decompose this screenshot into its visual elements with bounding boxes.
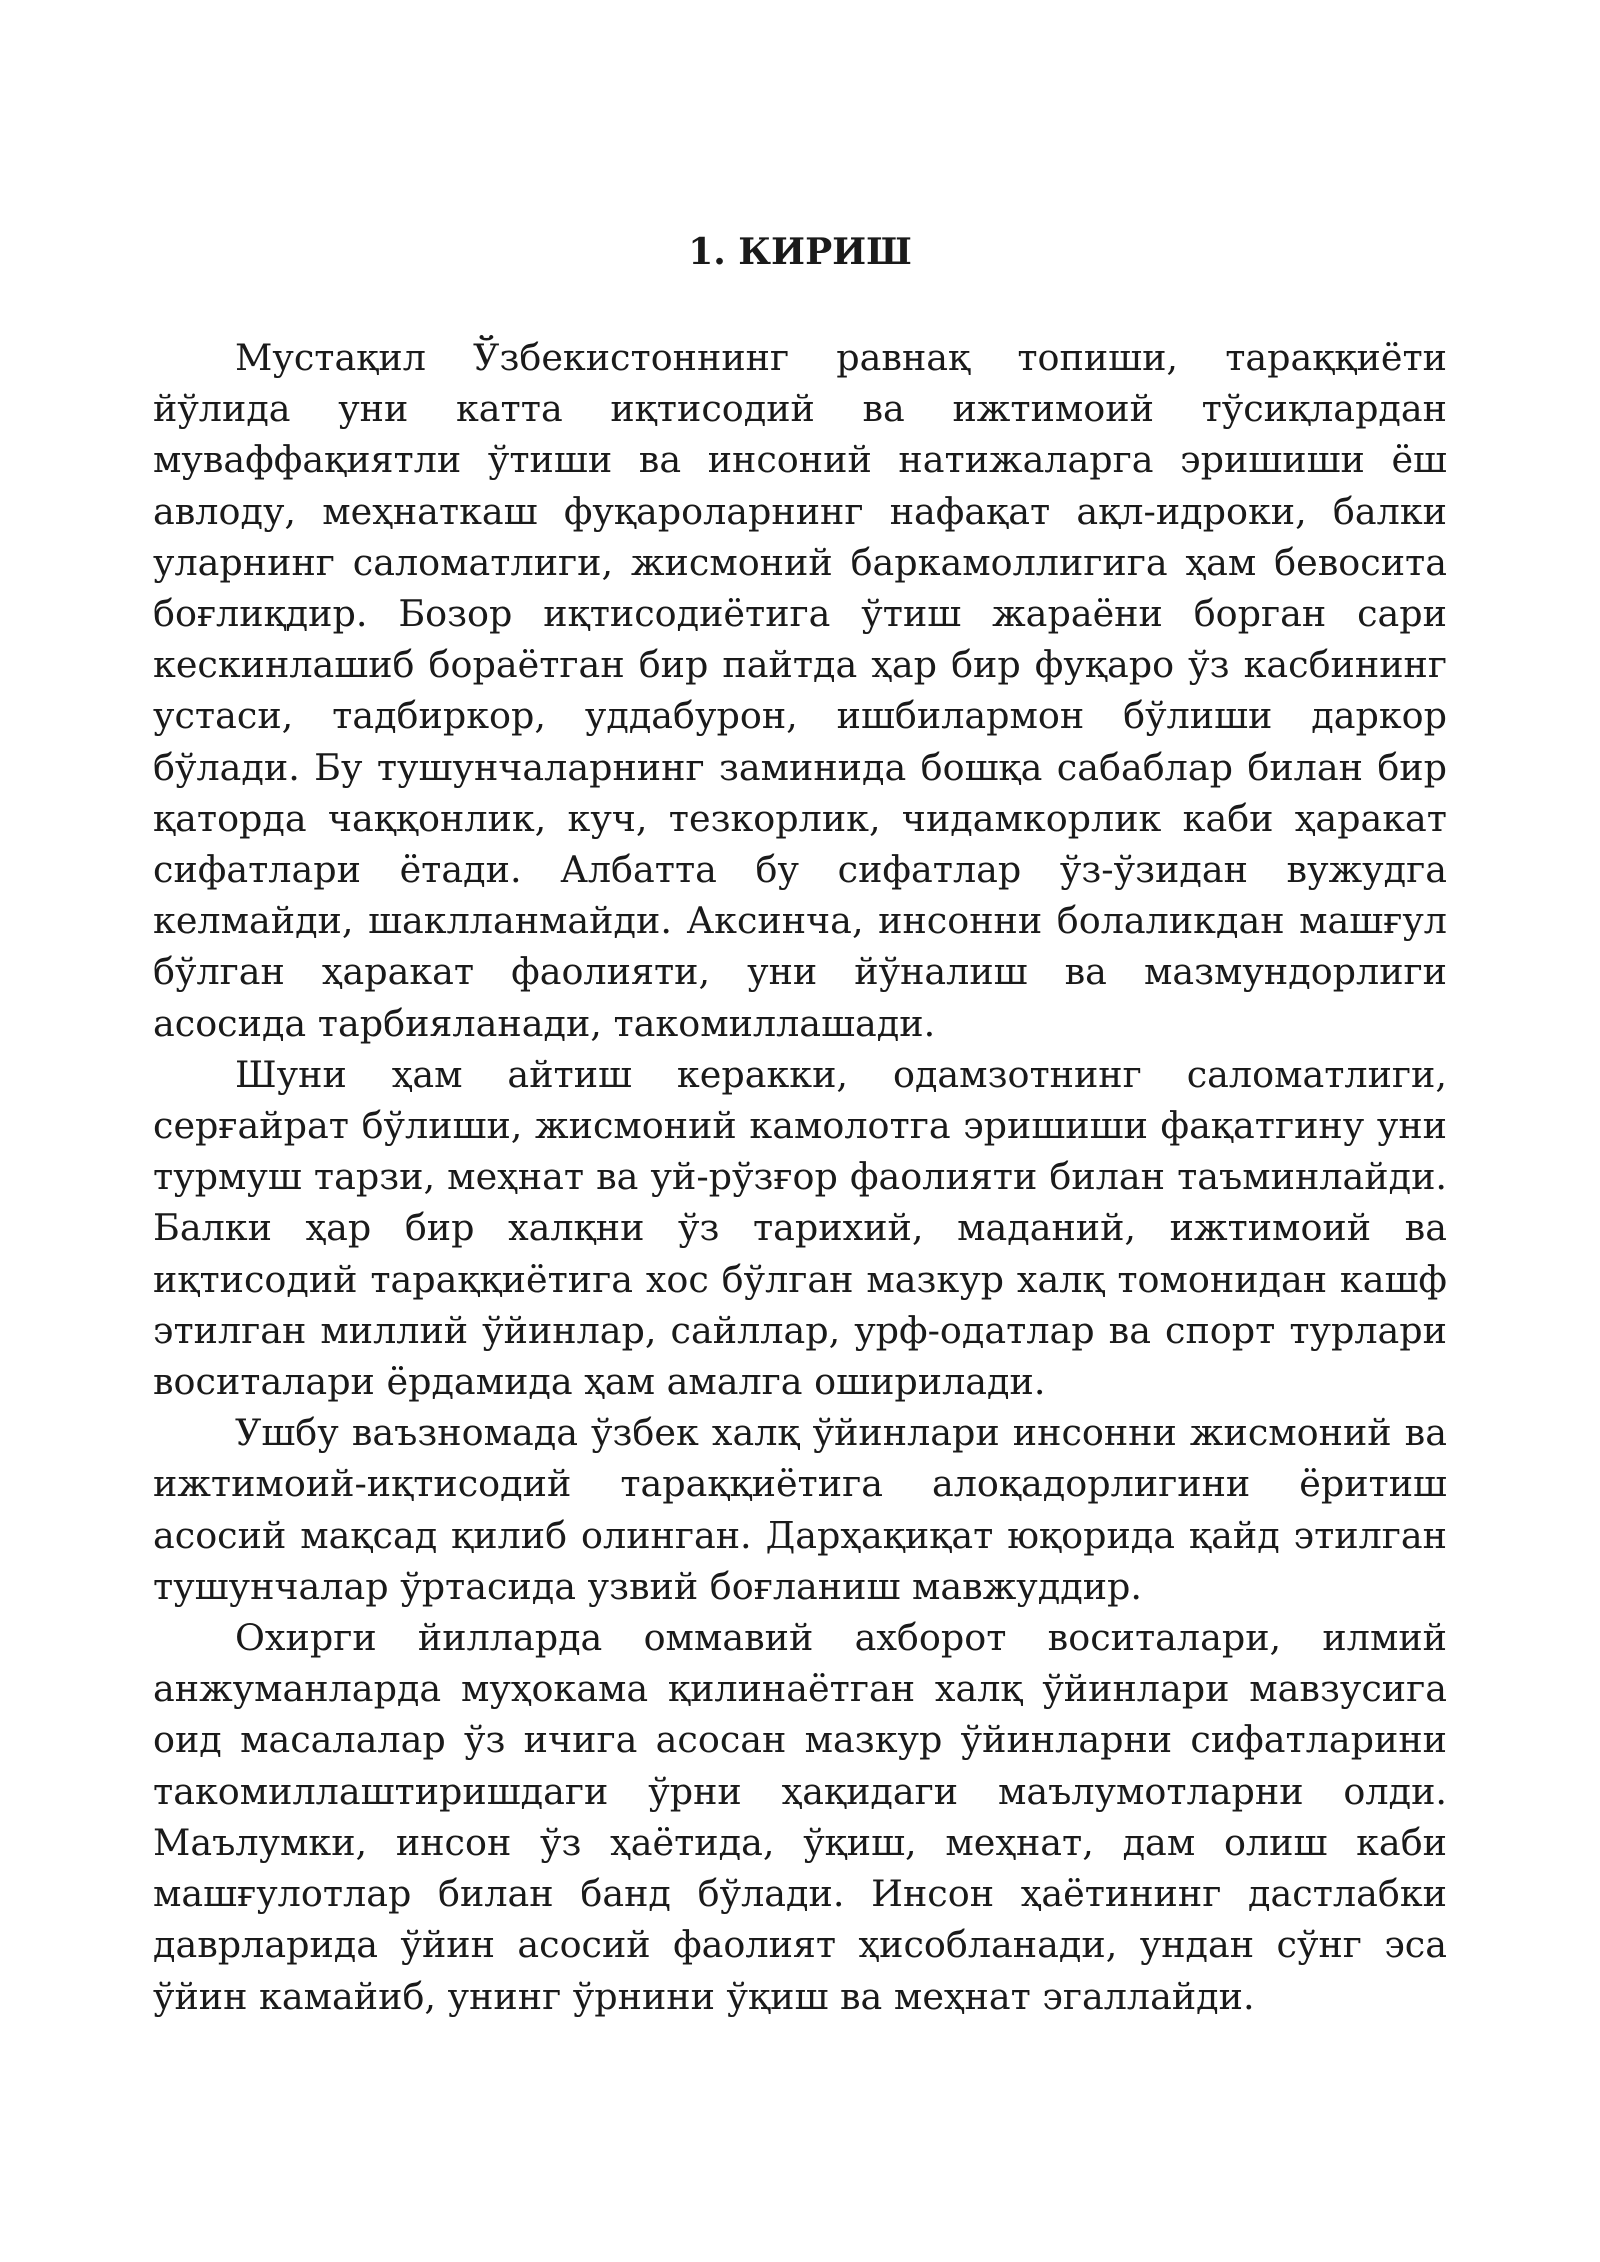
section-heading: 1. КИРИШ <box>688 231 912 273</box>
body-text <box>153 332 1447 2022</box>
paragraph-3: Ушбу ваъзномада ўзбек халқ ўйинлари инсонни жисмоний ва ижтимоий-иқтисодий тараққиётига алоқадорлигини ёритиш асосий мақсад қилиб олинган. Дарҳақиқат юқорида қайд этилган тушунчалар ўртасида узвий боғланиш мавжуддир. <box>153 1411 1447 1608</box>
paragraph-1: Мустақил Ўзбекистоннинг равнақ топиши, тараққиёти йўлида уни катта иқтисодий ва ижтимоий тўсиқлардан муваффақиятли ўтиши ва инсоний натижаларга эришиши ёш авлоду, меҳнаткаш фуқароларнинг нафақат ақл-идроки, балки уларнинг саломатлиги, жисмоний баркамоллигига ҳам бевосита боғлиқдир. Бозор иқтисодиётига ўтиш жараёни борган сари кескинлашиб бораётган бир пайтда ҳар бир фуқаро ўз касбининг устаси, тадбиркор, уддабурон, ишбилармон бўлиши даркор бўлади. Бу тушунчаларнинг заминида бошқа сабаблар билан бир қаторда чаққонлик, куч, тезкорлик, чидамкорлик каби ҳаракат сифатлари ётади. Албатта бу сифатлар ўз-ўзидан вужудга келмайди, шаклланмайди. Аксинча, инсонни болаликдан машғул бўлган ҳаракат фаолияти, уни йўналиш ва мазмундорлиги асосида тарбияланади, такомиллашади. <box>153 336 1447 1045</box>
paragraph-4: Охирги йилларда оммавий ахборот воситалари, илмий анжуманларда муҳокама қилинаётган халқ ўйинлари мавзусига оид масалалар ўз ичига асосан мазкур ўйинларни сифатларини такомиллаштиришдаги ўрни ҳақидаги маълумотларни олди. Маълумки, инсон ўз ҳаётида, ўқиш, меҳнат, дам олиш каби машғулотлар билан банд бўлади. Инсон ҳаётининг дастлабки даврларида ўйин асосий фаолият ҳисобланади, ундан сўнг эса ўйин камайиб, унинг ўрнини ўқиш ва меҳнат эгаллайди. <box>153 1616 1447 2018</box>
paragraph-2: Шуни ҳам айтиш керакки, одамзотнинг саломатлиги, серғайрат бўлиши, жисмоний камолотга эришиши фақатгину уни турмуш тарзи, меҳнат ва уй-рўзғор фаолияти билан таъминлайди. Балки ҳар бир халқни ўз тарихий, маданий, ижтимоий ва иқтисодий тараққиётига хос бўлган мазкур халқ томонидан кашф этилган миллий ўйинлар, сайллар, урф-одатлар ва спорт турлари воситалари ёрдамида ҳам амалга оширилади. <box>153 1052 1447 1404</box>
